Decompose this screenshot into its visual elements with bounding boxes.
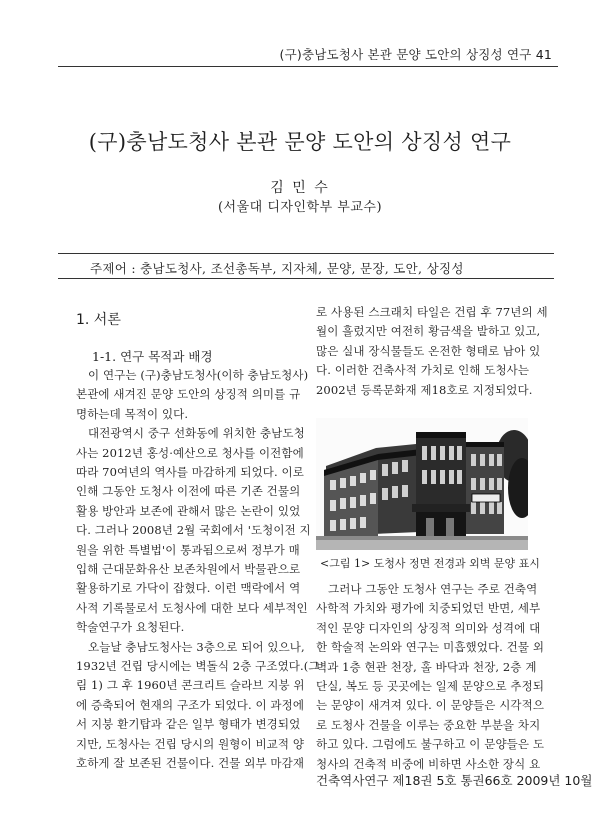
- text-line: 대전광역시 중구 선화동에 위치한 충남도청: [88, 426, 305, 441]
- text-line: 원을 위한 특별법'이 통과됨으로써 정부가 매: [76, 542, 300, 557]
- text-line: 로 도청사 건물을 이루는 중요한 부분을 차지: [316, 717, 541, 732]
- text-line: 사학적 가치와 평가에 치중되었던 반면, 세부: [316, 601, 541, 616]
- text-line: 많은 실내 장식물들도 온전한 형태로 남아 있: [316, 343, 541, 358]
- text-line: 한 학술적 논의와 연구는 미흡했었다. 건물 외: [316, 640, 545, 655]
- text-line: 호하게 잘 보존된 건물이다. 건물 외부 마감재: [76, 756, 305, 770]
- author-name: 김 민 수: [270, 180, 330, 196]
- author-affiliation: (서울대 디자인학부 부교수): [217, 200, 383, 215]
- text-line: 따라 70여년의 역사를 마감하게 되었다. 이로: [76, 465, 304, 479]
- text-line: 다. 이러한 건축사적 가치로 인해 도청사는: [316, 363, 530, 378]
- keywords: 주제어 : 충남도청사, 조선총독부, 지자체, 문양, 문장, 도안, 상징성: [90, 261, 464, 276]
- text-line: 다. 그러나 2008년 2월 국회에서 '도청이전 지: [76, 523, 311, 538]
- text-line: 서 지붕 환기탑과 같은 일부 형태가 변경되었: [76, 717, 301, 732]
- section-heading: 1. 서론: [76, 312, 121, 328]
- text-line: 명하는데 목적이 있다.: [76, 406, 189, 421]
- text-line: 입해 근대문화유산 보존차원에서 박물관으로: [76, 562, 301, 576]
- text-line: 오늘날 충남도청사는 3층으로 되어 있으나,: [88, 639, 305, 654]
- text-line: 이 연구는 (구)충남도청사(이하 충남도청사): [88, 368, 309, 382]
- figure-caption: <그림 1> 도청사 정면 전경과 외벽 문양 표시: [320, 557, 540, 570]
- text-line: 적인 문양 디자인의 상징적 의미와 성격에 대: [316, 620, 541, 635]
- text-line: 하고 있다. 그럼에도 불구하고 이 문양들은 도: [316, 737, 545, 752]
- subsection-heading: 1-1. 연구 목적과 배경: [92, 349, 213, 364]
- text-line: 2002년 등록문화재 제18호로 지정되었다.: [316, 382, 533, 397]
- running-header: (구)충남도청사 본관 문양 도안의 상징성 연구 41: [279, 47, 552, 62]
- text-line: 학술연구가 요청된다.: [76, 620, 185, 635]
- text-line: 사는 2012년 홍성·예산으로 청사를 이전함에: [76, 445, 304, 460]
- text-line: 지만, 도청사는 건립 당시의 원형이 비교적 양: [76, 736, 305, 751]
- text-line: 벽과 1층 현관 천장, 홀 바닥과 천장, 2층 계: [316, 659, 537, 674]
- journal-footer: 건축역사연구 제18권 5호 통권66호 2009년 10월: [316, 773, 593, 788]
- text-line: 는 문양이 새겨져 있다. 이 문양들은 시각적으: [316, 698, 545, 713]
- text-line: 활용 방안과 보존에 관해서 많은 논란이 있었: [76, 503, 301, 518]
- text-line: 1932년 건립 당시에는 벽돌식 2층 구조였다.(그: [76, 659, 320, 673]
- text-line: 림 1) 그 후 1960년 콘크리트 슬라브 지붕 위: [76, 678, 305, 693]
- text-line: 사적 기록물로서 도청사에 대한 보다 세부적인: [76, 600, 308, 615]
- text-line: 인해 그동안 도청사 이전에 따른 기존 건물의: [76, 484, 301, 499]
- text-line: 본관에 새겨진 문양 도안의 상징적 의미를 규: [76, 387, 301, 402]
- text-line: 로 사용된 스크래치 타일은 건립 후 77년의 세: [316, 305, 548, 319]
- text-line: 그러나 그동안 도청사 연구는 주로 건축역: [328, 582, 538, 596]
- text-line: 단실, 복도 등 곳곳에는 일제 문양으로 추정되: [316, 679, 545, 693]
- paper-title: (구)충남도청사 본관 문양 도안의 상징성 연구: [88, 130, 512, 154]
- text-line: 에 증축되어 현재의 구조가 되었다. 이 과정에: [76, 697, 305, 712]
- figure-building-photo: [316, 418, 528, 550]
- text-line: 월이 흘렀지만 여전히 황금색을 발하고 있고,: [316, 324, 541, 339]
- text-line: 활용하기로 가닥이 잡혔다. 이런 맥락에서 역: [76, 581, 301, 596]
- header-rule: [58, 66, 558, 67]
- text-line: 청사의 건축적 비중에 비하면 사소한 장식 요: [316, 756, 541, 771]
